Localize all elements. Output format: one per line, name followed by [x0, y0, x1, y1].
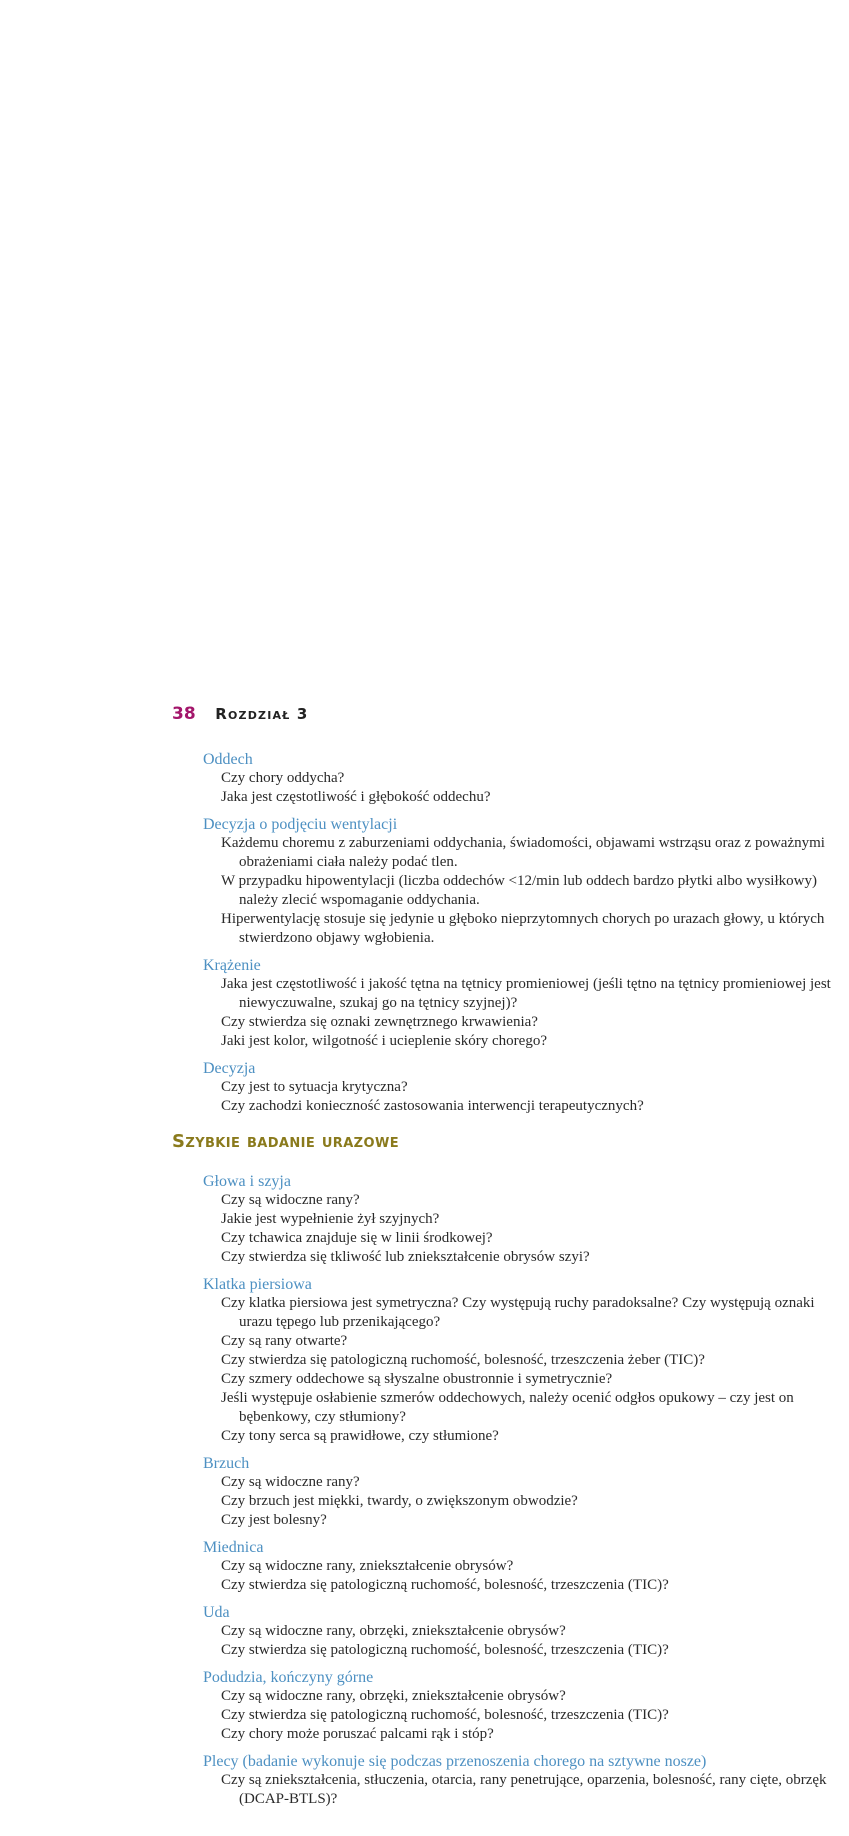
subsection-heading: Uda: [203, 1604, 230, 1621]
question-line: Czy stwierdza się patologiczną ruchomość, bolesność, trzeszczenia (TIC)?: [221, 1642, 669, 1658]
question-line: Czy tchawica znajduje się w linii środkowej?: [221, 1230, 493, 1246]
chapter-title: Rozdział 3: [215, 705, 309, 723]
question-line: Czy są widoczne rany, zniekształcenie obrysów?: [221, 1558, 514, 1574]
question-line: Czy jest to sytuacja krytyczna?: [221, 1079, 408, 1095]
subsection-heading: Głowa i szyja: [203, 1173, 291, 1190]
subsection-heading: Decyzja o podjęciu wentylacji: [203, 816, 398, 833]
question-line: Czy szmery oddechowe są słyszalne obustronnie i symetrycznie?: [221, 1371, 613, 1387]
question-line: Czy tony serca są prawidłowe, czy stłumione?: [221, 1428, 499, 1444]
section-miednica: [203, 1538, 833, 1595]
subsection-heading: Brzuch: [203, 1455, 250, 1472]
bottom-sections: [203, 1172, 833, 1809]
section-decyzja: [203, 1059, 833, 1116]
question-line: Czy stwierdza się patologiczną ruchomość, bolesność, trzeszczenia żeber (TIC)?: [221, 1352, 705, 1368]
page-header: [172, 704, 309, 724]
question-line: Czy są widoczne rany, obrzęki, zniekształcenie obrysów?: [221, 1623, 566, 1639]
question-line: Hiperwentylację stosuje się jedynie u głęboko nieprzytomnych chorych po urazach głowy, u których stwierdzono objawy wgłobienia.: [221, 911, 825, 946]
question-line: Czy stwierdza się tkliwość lub zniekształcenie obrysów szyi?: [221, 1249, 590, 1265]
section-klatka-piersiowa: [203, 1275, 833, 1446]
question-line: Czy klatka piersiowa jest symetryczna? Czy występują ruchy paradoksalne? Czy występują oznaki urazu tępego lub przenikającego?: [221, 1295, 815, 1330]
section-decyzja-o-podjeciu-wentylacji: [203, 815, 833, 948]
question-line: Czy są widoczne rany, obrzęki, zniekształcenie obrysów?: [221, 1688, 566, 1704]
question-line: Czy są widoczne rany?: [221, 1474, 360, 1490]
question-line: Czy są rany otwarte?: [221, 1333, 348, 1349]
section-glowa-i-szyja: [203, 1172, 833, 1267]
section-brzuch: [203, 1454, 833, 1530]
question-line: W przypadku hipowentylacji (liczba oddechów <12/min lub oddech bardzo płytki albo wysiłkowy) należy zlecić wspomaganie oddychania.: [221, 873, 817, 908]
question-line: Jaka jest częstotliwość i jakość tętna na tętnicy promieniowej (jeśli tętno na tętnicy promieniowej jest niewyczuwalne, szukaj go na tętnicy szyjnej)?: [221, 976, 831, 1011]
subsection-heading: Miednica: [203, 1539, 264, 1556]
question-line: Czy chory może poruszać palcami rąk i stóp?: [221, 1726, 494, 1742]
question-line: Jaka jest częstotliwość i głębokość oddechu?: [221, 789, 491, 805]
question-line: Jeśli występuje osłabienie szmerów oddechowych, należy ocenić odgłos opukowy – czy jest on bębenkowy, czy stłumiony?: [221, 1390, 794, 1425]
question-line: Czy stwierdza się oznaki zewnętrznego krwawienia?: [221, 1014, 538, 1030]
subsection-heading: Krążenie: [203, 957, 261, 974]
subsection-heading: Decyzja: [203, 1060, 256, 1077]
subsection-heading: Plecy (badanie wykonuje się podczas przenoszenia chorego na sztywne nosze): [203, 1753, 707, 1770]
section-heading-rapid-trauma-exam: Szybkie badanie urazowe: [172, 1131, 399, 1152]
section-plecy-badanie-wykonuje-sie-podczas-przen: [203, 1752, 833, 1809]
question-line: Czy chory oddycha?: [221, 770, 345, 786]
question-line: Czy są zniekształcenia, stłuczenia, otarcia, rany penetrujące, oparzenia, bolesność, rany cięte, obrzęk (DCAP-BTLS)?: [221, 1772, 827, 1807]
section-oddech: [203, 750, 833, 807]
section-krazenie: [203, 956, 833, 1051]
question-line: Każdemu choremu z zaburzeniami oddychania, świadomości, objawami wstrząsu oraz z poważnymi obrażeniami ciała należy podać tlen.: [221, 835, 825, 870]
question-line: Czy stwierdza się patologiczną ruchomość, bolesność, trzeszczenia (TIC)?: [221, 1577, 669, 1593]
section-uda: [203, 1603, 833, 1660]
question-line: Czy stwierdza się patologiczną ruchomość, bolesność, trzeszczenia (TIC)?: [221, 1707, 669, 1723]
subsection-heading: Oddech: [203, 751, 253, 768]
subsection-heading: Klatka piersiowa: [203, 1276, 312, 1293]
question-line: Czy jest bolesny?: [221, 1512, 327, 1528]
top-sections: [203, 750, 833, 1116]
question-line: Czy są widoczne rany?: [221, 1192, 360, 1208]
subsection-heading: Podudzia, kończyny górne: [203, 1669, 374, 1686]
page-number: 38: [172, 704, 196, 724]
section-podudzia-konczyny-gorne: [203, 1668, 833, 1744]
question-line: Jakie jest wypełnienie żył szyjnych?: [221, 1211, 440, 1227]
question-line: Czy brzuch jest miękki, twardy, o zwiększonym obwodzie?: [221, 1493, 578, 1509]
question-line: Czy zachodzi konieczność zastosowania interwencji terapeutycznych?: [221, 1098, 644, 1114]
question-line: Jaki jest kolor, wilgotność i ucieplenie skóry chorego?: [221, 1033, 547, 1049]
